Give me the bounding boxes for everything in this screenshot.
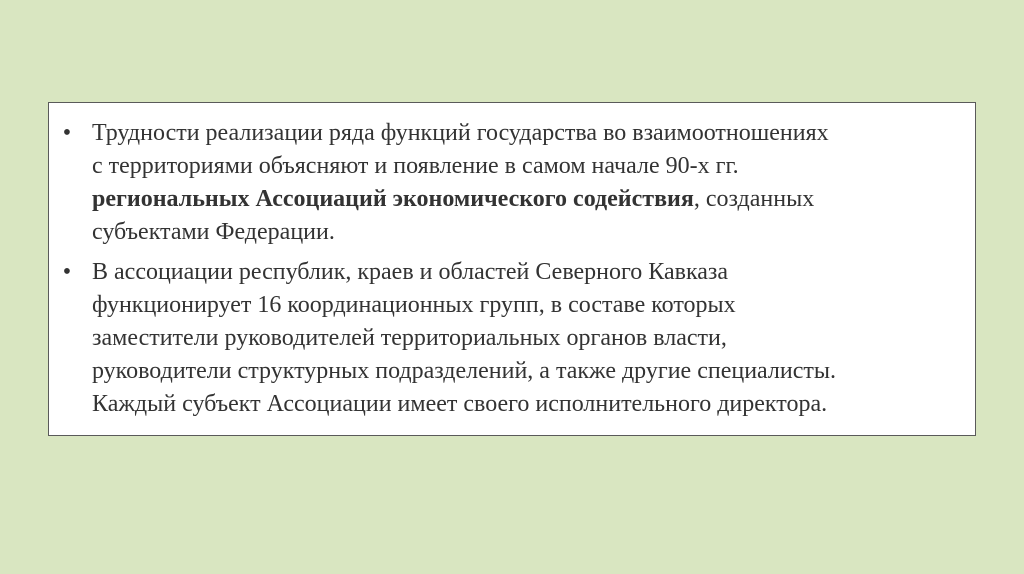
bullet-list: [49, 117, 975, 428]
bullet-2-line-2: функционирует 16 координационных групп, в составе которых: [92, 292, 736, 318]
bullet-2-line-3: заместители руководителей территориальных органов власти,: [92, 325, 727, 351]
bullet-1-line-3-tail: , созданных: [693, 186, 815, 212]
bullet-2-line-1: В ассоциации республик, краев и областей Северного Кавказа: [92, 259, 729, 285]
bullet-item-associations-origin: [49, 117, 975, 249]
bullet-marker: •: [62, 120, 72, 146]
bullet-marker: •: [62, 259, 72, 285]
bold-term-associations: региональных Ассоциаций экономического содействия: [92, 186, 694, 212]
bullet-1-line-3: [92, 183, 963, 216]
bullet-item-north-caucasus-association: [49, 256, 975, 421]
bullet-2-line-5: Каждый субъект Ассоциации имеет своего исполнительного директора.: [92, 391, 828, 417]
bullet-1-line-1: Трудности реализации ряда функций государства во взаимоотношениях: [92, 120, 829, 146]
bullet-1-line-4: субъектами Федерации.: [92, 219, 335, 245]
bullet-2-line-4: руководители структурных подразделений, а также другие специалисты.: [92, 358, 836, 384]
slide-text-box: [48, 102, 976, 436]
bullet-1-line-2: с территориями объясняют и появление в самом начале 90-х гг.: [92, 153, 739, 179]
